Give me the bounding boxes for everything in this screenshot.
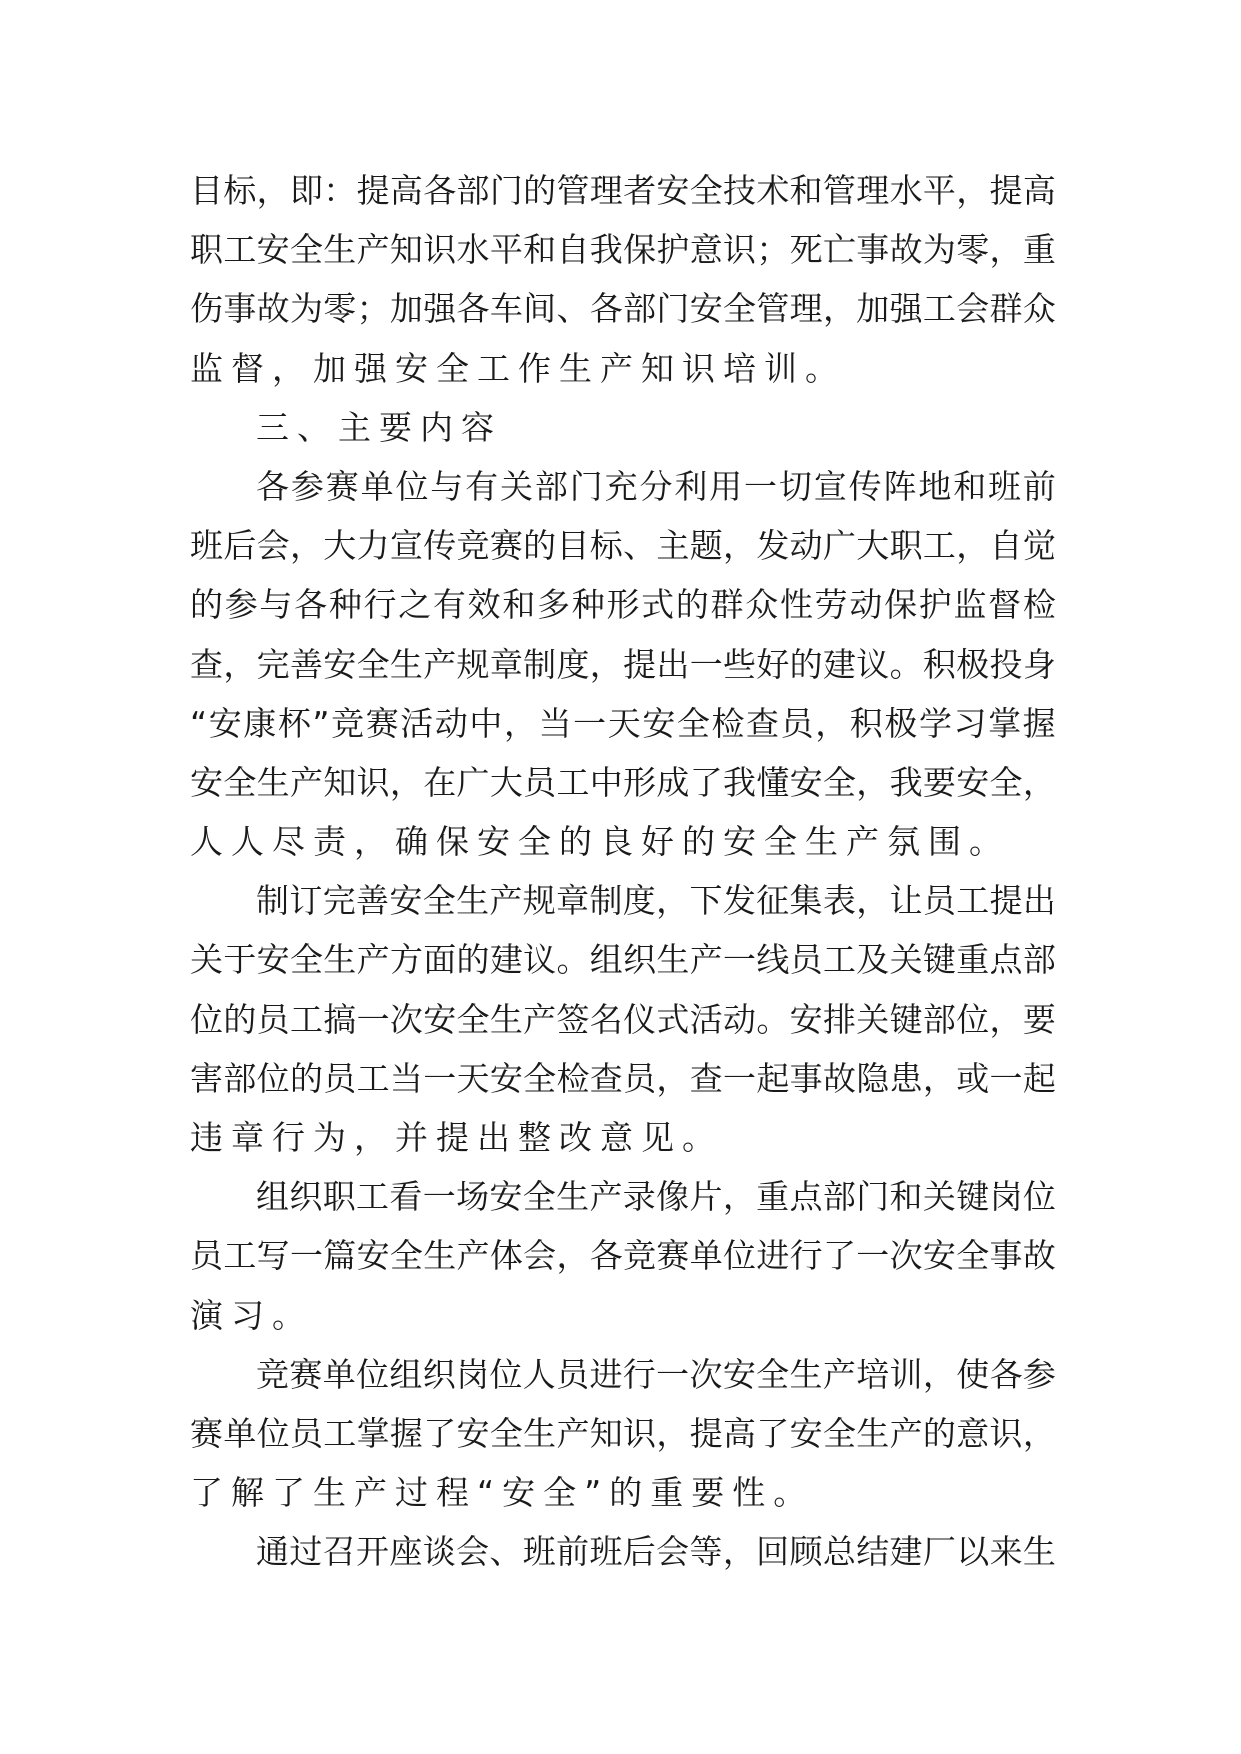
text-line: 班 后 会 ， 大 力 宣 传 竞 赛 的 目 标 、 主 题 ， 发 动 广 大 职 工 ， 自 觉 bbox=[190, 526, 1056, 566]
text-line: 各 参 赛 单 位 与 有 关 部 门 充 分 利 用 一 切 宣 传 阵 地 和 班 前 bbox=[256, 466, 1056, 506]
text-line: 害 部 位 的 员 工 当 一 天 安 全 检 查 员 ， 查 一 起 事 故 隐 患 ， 或 一 起 bbox=[190, 1058, 1056, 1098]
text-line: 三、主要内容 bbox=[256, 407, 502, 447]
text-line: 位 的 员 工 搞 一 次 安 全 生 产 签 名 仪 式 活 动 。 安 排 关 键 部 位 ， 要 bbox=[190, 999, 1056, 1039]
text-line: 查 ， 完 善 安 全 生 产 规 章 制 度 ， 提 出 一 些 好 的 建 议 。 积 极 投 身 bbox=[190, 644, 1056, 684]
text-line: 通 过 召 开 座 谈 会 、 班 前 班 后 会 等 ， 回 顾 总 结 建 厂 以 来 生 bbox=[256, 1532, 1056, 1572]
text-line: 员 工 写 一 篇 安 全 生 产 体 会 ， 各 竞 赛 单 位 进 行 了 一 次 安 全 事 故 bbox=[190, 1236, 1056, 1276]
text-line: 组 织 职 工 看 一 场 安 全 生 产 录 像 片 ， 重 点 部 门 和 关 键 岗 位 bbox=[256, 1177, 1056, 1217]
text-line: 目 标 ， 即 ： 提 高 各 部 门 的 管 理 者 安 全 技 术 和 管 理 水 平 ， 提 高 bbox=[190, 171, 1056, 210]
text-line: 的 参 与 各 种 行 之 有 效 和 多 种 形 式 的 群 众 性 劳 动 保 护 监 督 检 bbox=[190, 585, 1056, 625]
document-body bbox=[190, 161, 1056, 1582]
text-line: 人人尽责，确保安全的良好的安全生产氛围。 bbox=[190, 822, 1010, 862]
text-line: 竞 赛 单 位 组 织 岗 位 人 员 进 行 一 次 安 全 生 产 培 训 ， 使 各 参 bbox=[256, 1354, 1056, 1394]
text-line: 关 于 安 全 生 产 方 面 的 建 议 。 组 织 生 产 一 线 员 工 及 关 键 重 点 部 bbox=[190, 940, 1056, 980]
text-line: “ 安 康 杯 ” 竞 赛 活 动 中 ， 当 一 天 安 全 检 查 员 ， 积 极 学 习 掌 握 bbox=[190, 703, 1056, 743]
text-line: 违章行为，并提出整改意见。 bbox=[190, 1118, 723, 1157]
text-line: 演习。 bbox=[190, 1295, 313, 1335]
text-line: 伤 事 故 为 零 ； 加 强 各 车 间 、 各 部 门 安 全 管 理 ， 加 强 工 会 群 众 bbox=[190, 289, 1056, 329]
text-line: 监督，加强安全工作生产知识培训。 bbox=[190, 348, 846, 388]
text-line: 制 订 完 善 安 全 生 产 规 章 制 度 ， 下 发 征 集 表 ， 让 员 工 提 出 bbox=[256, 881, 1056, 921]
text-line: 了解了生产过程“安全”的重要性。 bbox=[190, 1473, 815, 1513]
text-line: 职 工 安 全 生 产 知 识 水 平 和 自 我 保 护 意 识 ； 死 亡 事 故 为 零 ， 重 bbox=[190, 230, 1056, 270]
text-line: 安 全 生 产 知 识 ， 在 广 大 员 工 中 形 成 了 我 懂 安 全 ， 我 要 安 全 ， bbox=[190, 762, 1056, 802]
text-line: 赛 单 位 员 工 掌 握 了 安 全 生 产 知 识 ， 提 高 了 安 全 生 产 的 意 识 ， bbox=[190, 1413, 1056, 1453]
